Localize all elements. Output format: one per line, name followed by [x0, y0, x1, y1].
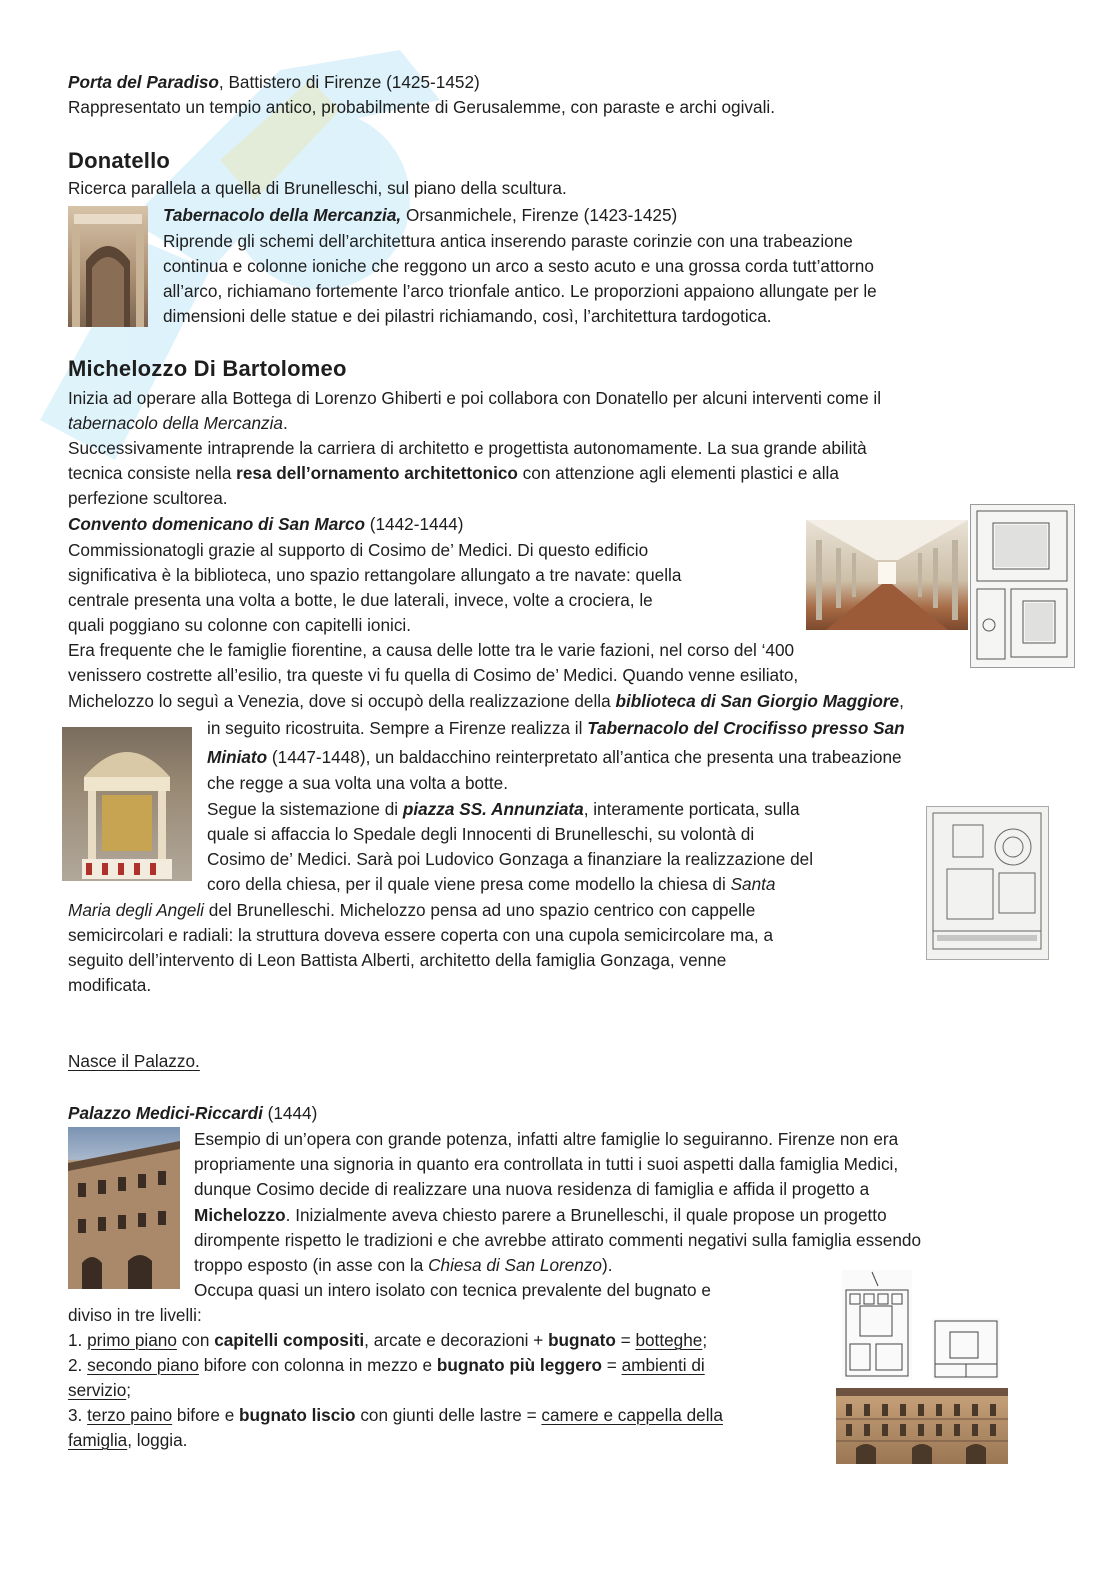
michelozzo-line-3: Successivamente intraprende la carriera di architetto e progettista autonomamente. La sua grande abilità [68, 438, 867, 458]
convento-line-2: significativa è la biblioteca, uno spazio rettangolare allungato a tre navate: quella [68, 565, 682, 585]
palazzo-title: Palazzo Medici-Riccardi [68, 1103, 263, 1123]
convento-heading-line [68, 512, 463, 537]
tabernacolo-mercanzia-image [68, 206, 148, 327]
underlined-span: servizio [68, 1380, 127, 1400]
text-span: troppo esposto (in asse con la [194, 1255, 429, 1275]
palazzo-line-6 [194, 1253, 613, 1278]
bold-span: resa dell’ornamento architettonico [236, 463, 518, 483]
convento-line-7 [68, 689, 904, 714]
text-span: con attenzione agli elementi plastici e alla [517, 463, 839, 483]
palazzo-line-8: diviso in tre livelli: [68, 1305, 202, 1325]
donatello-heading: Donatello [68, 148, 171, 173]
bold-span: capitelli compositi [214, 1330, 365, 1350]
palazzo-line-5: dirompente rispetto le tradizioni e che avrebbe attirato commenti negativi sulla famiglia essendo [194, 1230, 922, 1250]
mercanzia-line-3: all’arco, richiamano fortemente l’arco trionfale antico. Le proporzioni appaiono allungate per le [163, 281, 877, 301]
mercanzia-heading-line [163, 203, 677, 228]
mercanzia-line-1: Riprende gli schemi dell’architettura antica inserendo paraste corinzie con una trabeazione [163, 231, 853, 251]
mercanzia-title: Tabernacolo della Mercanzia, [163, 205, 402, 225]
porta-text: Rappresentato un tempio antico, probabilmente di Gerusalemme, con paraste e archi ogivali. [68, 97, 775, 117]
period: . [282, 413, 288, 433]
level-3-cont [68, 1428, 187, 1453]
donatello-intro: Ricerca parallela a quella di Brunelleschi, sul piano della scultura. [68, 178, 567, 198]
italic-span: Chiesa di San Lorenzo [428, 1255, 602, 1275]
convento-line-1: Commissionatogli grazie al supporto di Cosimo de’ Medici. Di questo edificio [68, 540, 649, 560]
text-span: Segue la sistemazione di [207, 799, 403, 819]
porta-place: , Battistero di Firenze (1425-1452) [218, 72, 480, 92]
convento-date: (1442-1444) [365, 514, 464, 534]
palazzo-line-4 [194, 1203, 887, 1228]
annunziata-line-7: seguito dell’intervento di Leon Battista Alberti, architetto della famiglia Gonzaga, venne [68, 950, 727, 970]
italic-span: Santa [730, 874, 776, 894]
annunziata-line-5 [68, 898, 755, 923]
text-span: in seguito ricostruita. Sempre a Firenze realizza il [207, 718, 588, 738]
annunziata-line-2: quale si affaccia lo Spedale degli Innocenti di Brunelleschi, su volontà di [207, 824, 755, 844]
text-span: (1447-1448), un baldacchino reinterpretato all’antica che presenta una trabeazione [267, 747, 902, 767]
palazzo-elevation [836, 1388, 1008, 1464]
text-span: Michelozzo lo seguì a Venezia, dove si occupò della realizzazione della [68, 691, 616, 711]
bold-span: bugnato più leggero [436, 1355, 603, 1375]
bold-span: bugnato liscio [239, 1405, 356, 1425]
text-span: con giunti delle lastre = [355, 1405, 542, 1425]
level-1 [68, 1328, 707, 1353]
list-number: 2. [68, 1355, 88, 1375]
annunziata-line-6: semicircolari e radiali: la struttura doveva essere coperta con una cupola semicircolare ma, a [68, 925, 774, 945]
text-span: bifore con colonna in mezzo e [198, 1355, 437, 1375]
underlined-span: primo piano [87, 1330, 177, 1350]
nasce-palazzo: Nasce il Palazzo. [68, 1051, 200, 1071]
piazza-title: piazza SS. Annunziata [402, 799, 584, 819]
palazzo-plan-2 [932, 1318, 1000, 1380]
michelozzo-line-1: Inizia ad operare alla Bottega di Lorenzo Ghiberti e poi collabora con Donatello per alcuni interventi come il [68, 388, 882, 408]
palazzo-line-2: propriamente una signoria in quanto era controllata in tutti i suoi aspetti dalla famiglia Medici, [194, 1154, 899, 1174]
text-span: = [602, 1355, 622, 1375]
annunziata-line-1 [207, 797, 800, 822]
convento-title: Convento domenicano di San Marco [68, 514, 365, 534]
michelozzo-line-2 [68, 411, 288, 436]
mercanzia-line-2: continua e colonne ioniche che reggono un arco a sesto acuto e una grossa corda tutt’attorno [163, 256, 874, 276]
text-span: ). [602, 1255, 613, 1275]
crocifisso-title-end: Miniato [207, 747, 268, 767]
underlined-span: botteghe [635, 1330, 703, 1350]
underlined-span: famiglia [68, 1430, 128, 1450]
text-span: . Inizialmente aveva chiesto parere a Brunelleschi, il quale propose un progetto [285, 1205, 887, 1225]
porta-heading-line [68, 70, 480, 95]
level-3 [68, 1403, 723, 1428]
text-span: = [615, 1330, 636, 1350]
text-span: , interamente porticata, sulla [583, 799, 800, 819]
text-span: con [176, 1330, 215, 1350]
palazzo-heading-line [68, 1101, 317, 1126]
biblioteca-title: biblioteca di San Giorgio Maggiore [615, 691, 900, 711]
text-span: del Brunelleschi. Michelozzo pensa ad uno spazio centrico con cappelle [203, 900, 756, 920]
underlined-span: ambienti di [621, 1355, 705, 1375]
palazzo-date: (1444) [262, 1103, 318, 1123]
palazzo-medici-photo [68, 1127, 180, 1289]
list-number: 3. [68, 1405, 88, 1425]
bold-span: bugnato [548, 1330, 616, 1350]
annunziata-line-4 [207, 872, 775, 897]
underlined-span: terzo paino [87, 1405, 173, 1425]
text-span: , [899, 691, 904, 711]
crocifisso-title: Tabernacolo del Crocifisso presso San [587, 718, 905, 738]
mercanzia-line-4: dimensioni delle statue e dei pilastri richiamando, così, l’architettura tardogotica. [163, 306, 772, 326]
list-number: 1. [68, 1330, 88, 1350]
text-span: ; [126, 1380, 132, 1400]
text-span: ; [702, 1330, 708, 1350]
text-span: coro della chiesa, per il quale viene presa come modello la chiesa di [207, 874, 731, 894]
annunziata-line-8: modificata. [68, 975, 152, 995]
crocifisso-line-1 [207, 716, 905, 741]
tabernacolo-ref: tabernacolo della Mercanzia [68, 413, 283, 433]
convento-line-6: venissero costrette all’esilio, tra queste vi fu quella di Cosimo de’ Medici. Quando venne esiliato, [68, 665, 799, 685]
biblioteca-san-marco-photo [806, 520, 968, 630]
bold-span: Michelozzo [194, 1205, 286, 1225]
convento-plan [970, 504, 1075, 668]
convento-line-4: quali poggiano su colonne con capitelli ionici. [68, 615, 412, 635]
italic-span: Maria degli Angeli [68, 900, 204, 920]
text-span: tecnica consiste nella [68, 463, 237, 483]
convento-line-3: centrale presenta una volta a botte, le due laterali, invece, volte a crociera, le [68, 590, 653, 610]
convento-line-5: Era frequente che le famiglie fiorentine, a causa delle lotte tra le varie fazioni, nel corso del ‘400 [68, 640, 795, 660]
palazzo-line-3: dunque Cosimo decide di realizzare una nuova residenza di famiglia e affida il progetto a [194, 1179, 870, 1199]
annunziata-line-3: Cosimo de’ Medici. Sarà poi Ludovico Gonzaga a finanziare la realizzazione del [207, 849, 814, 869]
michelozzo-line-4 [68, 461, 839, 486]
crocifisso-line-3: che regge a sua volta una volta a botte. [207, 773, 508, 793]
level-2 [68, 1353, 705, 1378]
underlined-span: secondo piano [87, 1355, 199, 1375]
level-2-cont [68, 1378, 131, 1403]
text-span: bifore e [172, 1405, 240, 1425]
michelozzo-line-5: perfezione scultorea. [68, 488, 228, 508]
text-span: , arcate e decorazioni + [364, 1330, 549, 1350]
text-span: , loggia. [127, 1430, 188, 1450]
palazzo-plan-1 [842, 1270, 912, 1380]
porta-title: Porta del Paradiso [68, 72, 219, 92]
michelozzo-heading: Michelozzo Di Bartolomeo [68, 356, 347, 381]
crocifisso-line-2 [207, 745, 902, 770]
palazzo-line-7: Occupa quasi un intero isolato con tecnica prevalente del bugnato e [194, 1280, 711, 1300]
palazzo-line-1: Esempio di un’opera con grande potenza, infatti altre famiglie lo seguiranno. Firenze non era [194, 1129, 899, 1149]
tabernacolo-crocifisso-photo [62, 727, 192, 881]
annunziata-plan [926, 806, 1049, 960]
underlined-span: camere e cappella della [541, 1405, 723, 1425]
mercanzia-place: Orsanmichele, Firenze (1423-1425) [401, 205, 678, 225]
